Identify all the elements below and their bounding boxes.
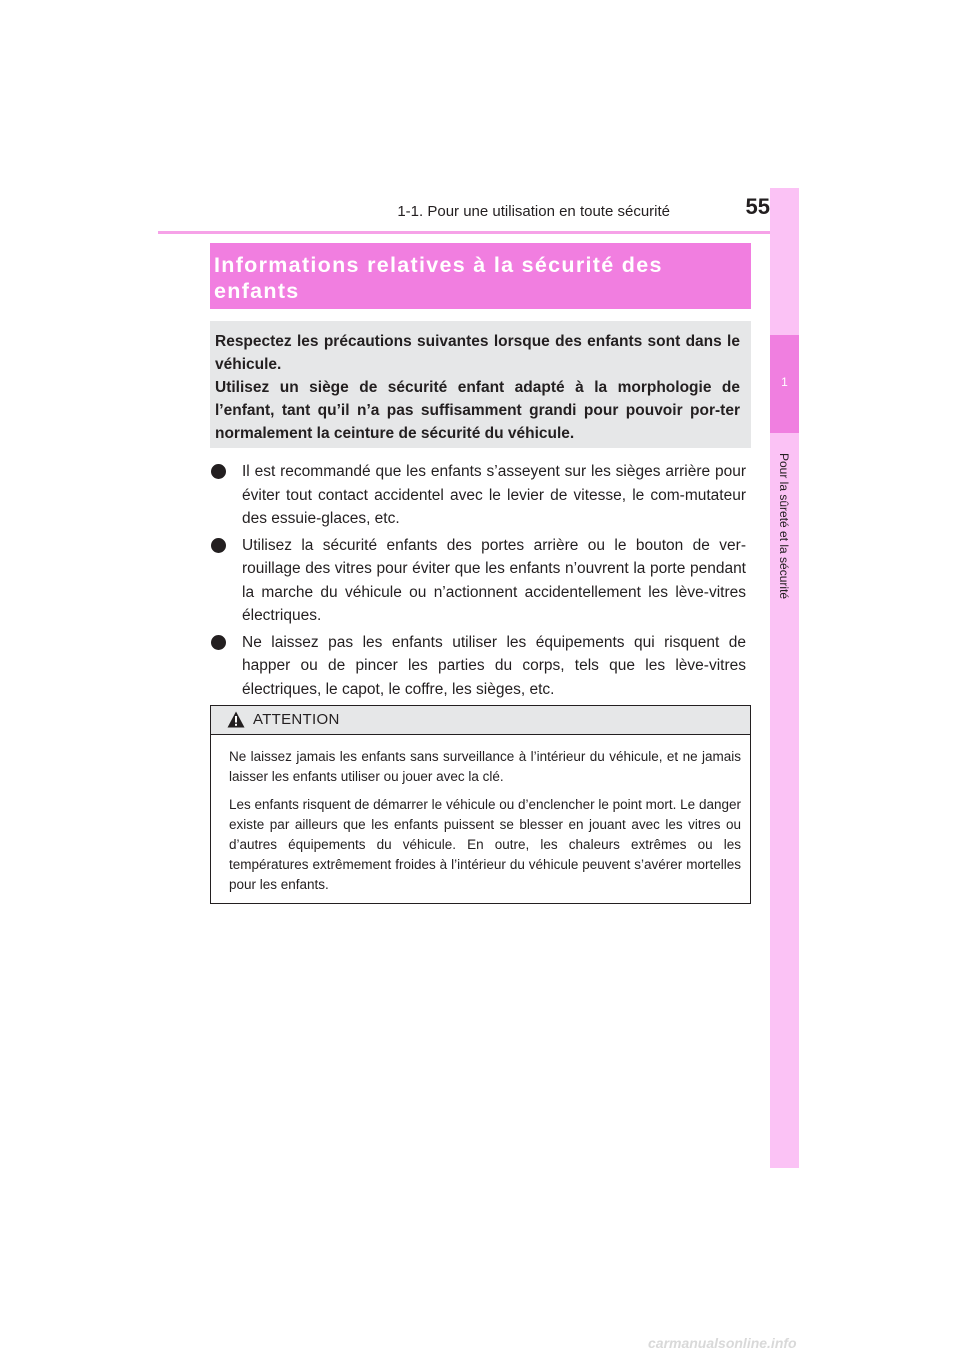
list-item-text: Il est recommandé que les enfants s’asseyent sur les sièges arrière pour éviter tout contact accidentel avec le levier de vitesse, le com-mutateur des essuie-glaces, etc. [242, 463, 746, 527]
attention-paragraph: Ne laissez jamais les enfants sans surveillance à l’intérieur du véhicule, et ne jamais laisser les enfants utiliser ou jouer avec la clé. [229, 749, 741, 784]
running-header: 1-1. Pour une utilisation en toute sécurité [397, 203, 670, 220]
section-title: Informations relatives à la sécurité des enfants [214, 253, 663, 303]
list-item-text: Utilisez la sécurité enfants des portes arrière ou le bouton de ver-rouillage des vitres pour éviter que les enfants n’ouvrent la porte pendant la marche du véhicule ou n’actionnent accidentellement les lève-vitres électriques. [242, 536, 746, 624]
bullet-icon [211, 635, 226, 650]
attention-box [210, 705, 751, 904]
chapter-label: Pour la sûreté et la sécurité [777, 453, 791, 600]
watermark-link[interactable]: carmanualsonline.info [648, 1335, 797, 1351]
list-item [211, 631, 746, 702]
intro-text [215, 330, 740, 445]
list-item [211, 534, 746, 628]
attention-title: ATTENTION [253, 711, 340, 728]
bullet-icon [211, 538, 226, 553]
intro-line-1: Respectez les précautions suivantes lorsque des enfants sont dans le véhicule. [215, 333, 740, 373]
bullet-icon [211, 464, 226, 479]
attention-header [211, 706, 750, 735]
intro-line-2: Utilisez un siège de sécurité enfant adapté à la morphologie de l’enfant, tant qu’il n’a pas suffisamment grandi pour pouvoir por-ter normalement la ceinture de sécurité du véhicule. [215, 379, 740, 442]
warning-triangle-icon [227, 711, 245, 728]
page-number: 55 [745, 194, 770, 219]
attention-paragraph: Les enfants risquent de démarrer le véhicule ou d’enclencher le point mort. Le danger existe par ailleurs que les enfants puissent se blesser en jouant avec les vitres ou d’autres équipements du véhicule. En outre, les chaleurs extrêmes ou les températures extrêmement froides à l’intérieur du véhicule peuvent s’avérer mortelles pour les enfants. [229, 797, 741, 892]
header-divider [158, 231, 799, 234]
list-item [211, 460, 746, 531]
section-title-banner [210, 243, 751, 309]
list-item-text: Ne laissez pas les enfants utiliser les équipements qui risquent de happer ou de pincer les parties du corps, tels que les lève-vitres électriques, le capot, le coffre, les sièges, etc. [242, 633, 746, 698]
attention-body [229, 747, 741, 903]
chapter-number: 1 [781, 375, 788, 389]
safety-bullet-list [211, 460, 746, 704]
intro-box [210, 321, 751, 448]
